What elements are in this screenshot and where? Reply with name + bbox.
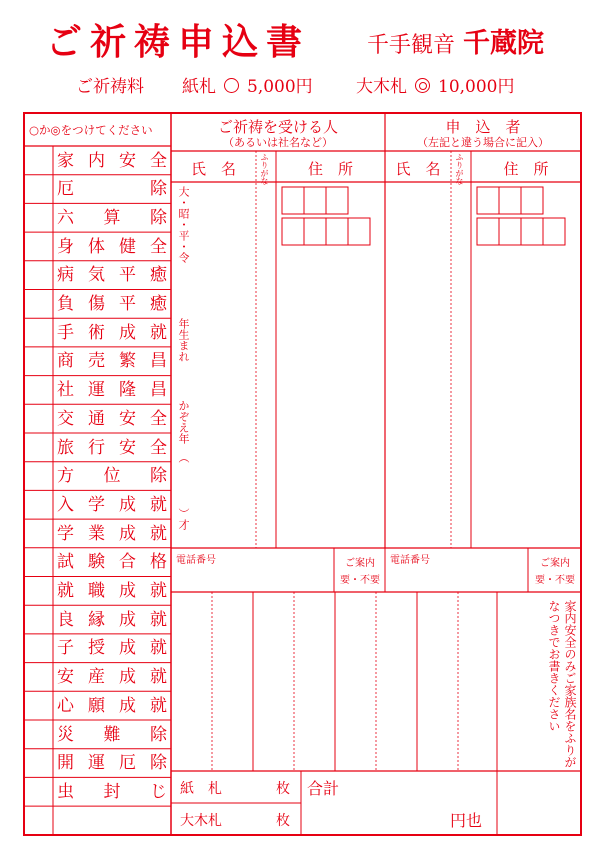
fee-wood-amount: 10,000円 (438, 77, 515, 97)
wish-item (57, 147, 167, 175)
wish-char: 学 (88, 494, 105, 515)
wish-char: 合 (119, 552, 136, 573)
wish-char: 運 (88, 380, 105, 401)
wish-char: 繁 (119, 351, 136, 372)
wish-char: 交 (57, 408, 74, 429)
wish-char: 社 (57, 380, 74, 401)
wish-char: 除 (150, 724, 167, 745)
wish-char: 全 (150, 408, 167, 429)
wish-item (57, 405, 167, 433)
wish-char: 商 (57, 351, 74, 372)
wish-char: 安 (119, 437, 136, 458)
wish-item (57, 721, 167, 749)
wish-char: 成 (119, 609, 136, 630)
paper-count-unit: 枚 (276, 781, 290, 797)
recipient-subtitle: （あるいは社名など） (223, 136, 333, 149)
wish-char: 体 (88, 236, 105, 257)
wish-char: 通 (88, 408, 105, 429)
wish-char: 六 (57, 207, 74, 228)
wish-char: 産 (88, 667, 105, 688)
wish-char: 就 (57, 581, 74, 601)
wish-char: 平 (119, 265, 136, 286)
wish-char: 職 (88, 581, 105, 601)
wish-char: 封 (103, 781, 121, 802)
fee-paper-label: 紙札 (182, 77, 216, 97)
wish-char: 願 (88, 695, 105, 716)
applicant-title: 申 込 者 (445, 118, 521, 136)
wish-char: 学 (57, 523, 74, 544)
age-close-unit: ）才 (177, 508, 190, 530)
wish-char: 除 (150, 466, 167, 487)
recipient-title: ご祈祷を受ける人 (217, 118, 338, 136)
wish-char: 成 (119, 695, 136, 716)
wish-char: 格 (150, 552, 167, 573)
wish-item (57, 606, 167, 634)
wish-item (57, 233, 167, 261)
wish-char: 昌 (150, 351, 167, 372)
wish-item (57, 261, 167, 289)
wish-char: 身 (57, 236, 74, 257)
wish-char: 成 (119, 638, 136, 659)
wish-char: 子 (57, 638, 74, 659)
temple-prefix: 千手観音 (367, 33, 456, 58)
wish-item (57, 347, 167, 375)
recipient-phone-label: 電話番号 (176, 555, 216, 566)
wish-item (57, 434, 167, 462)
wish-char: 除 (150, 207, 167, 228)
recipient-name-label: 氏 名 (190, 160, 236, 178)
wish-char: 隆 (119, 380, 136, 401)
wish-char: 成 (119, 523, 136, 544)
wish-char: 昌 (150, 380, 167, 401)
wish-char: 方 (57, 466, 74, 487)
era-label: 大・昭・平・令 (177, 186, 190, 263)
recipient-furigana-label: ふりがな (260, 153, 269, 185)
wish-item (57, 692, 167, 720)
wish-char: 健 (119, 236, 136, 257)
applicant-guide-label: ご案内 (540, 558, 570, 569)
wish-char: 運 (88, 753, 105, 774)
birth-label: 年生まれ (177, 318, 190, 362)
yen-label: 円也 (450, 811, 483, 830)
wish-char: 安 (119, 408, 136, 429)
wish-char: 行 (88, 437, 105, 458)
wish-char: 試 (57, 552, 74, 573)
wish-char: 旅 (57, 437, 74, 458)
page-title: ご祈祷申込書 (46, 21, 311, 63)
wish-char: 全 (150, 236, 167, 257)
total-label: 合計 (307, 779, 340, 798)
wish-char: じ (150, 781, 167, 802)
wish-char: 縁 (88, 609, 105, 630)
wish-char: 成 (119, 322, 136, 343)
paper-count-label: 紙 札 (180, 781, 222, 797)
wish-item (57, 577, 167, 605)
wish-char: 就 (150, 609, 167, 630)
wish-char: 算 (103, 207, 121, 228)
wish-char: 開 (57, 753, 74, 774)
wish-char: 安 (57, 667, 74, 688)
fee-wood-label: 大木札 (356, 77, 407, 97)
wish-char: 位 (103, 466, 121, 487)
wish-char: 良 (57, 609, 74, 630)
wish-char: 安 (119, 150, 136, 171)
applicant-address-label: 住 所 (503, 160, 549, 178)
wish-char: 就 (150, 667, 167, 688)
wish-char: 除 (150, 753, 167, 774)
wish-char: 験 (88, 552, 105, 573)
wish-char: 厄 (57, 179, 74, 200)
wish-item (57, 778, 167, 806)
wish-char: 癒 (150, 265, 167, 286)
wish-item (57, 520, 167, 548)
applicant-phone-label: 電話番号 (390, 555, 430, 566)
wish-item (57, 204, 167, 232)
recipient-guide-label: ご案内 (345, 558, 375, 569)
fee-label: ご祈祷料 (76, 77, 144, 97)
wish-char: 就 (150, 581, 167, 601)
family-note: 家内安全のみご家族名をふりがなつきでお書きください (547, 600, 577, 768)
wish-char: 業 (88, 523, 105, 544)
wish-char: 全 (150, 150, 167, 171)
wish-item (57, 749, 167, 777)
wish-char: 授 (88, 638, 105, 659)
recipient-address-label: 住 所 (307, 160, 353, 178)
age-open-paren: （ (177, 452, 190, 463)
wish-char: 虫 (57, 781, 74, 802)
wish-char: 負 (57, 294, 74, 314)
applicant-guide-options: 要・不要 (535, 575, 575, 586)
wish-char: 成 (119, 667, 136, 688)
wish-item (57, 548, 167, 576)
wish-item (57, 290, 167, 318)
wish-item (57, 491, 167, 519)
wish-char: 就 (150, 638, 167, 659)
wish-char: 癒 (150, 294, 167, 314)
applicant-subtitle: （左記と違う場合に記入） (417, 136, 549, 149)
wish-char: 成 (119, 494, 136, 515)
applicant-name-label: 氏 名 (395, 160, 441, 178)
wish-instruction: ○か◎をつけてください (29, 123, 153, 137)
wish-item (57, 462, 167, 490)
wish-char: 難 (103, 724, 121, 745)
wish-char: 入 (57, 494, 74, 515)
applicant-furigana-label: ふりがな (455, 153, 464, 185)
wish-item (57, 663, 167, 691)
wish-char: 就 (150, 523, 167, 544)
wish-char: 災 (57, 724, 74, 745)
wish-char: 家 (57, 150, 74, 171)
wish-char: 病 (57, 265, 74, 286)
fee-paper-amount: 5,000円 (247, 77, 313, 97)
wood-count-label: 大木札 (180, 813, 222, 829)
temple-main-name: 千蔵院 (463, 28, 545, 59)
wish-item (57, 175, 167, 203)
wish-char: 成 (119, 581, 136, 601)
wish-char: 就 (150, 494, 167, 515)
wish-char: 傷 (88, 294, 105, 314)
wood-count-unit: 枚 (276, 813, 290, 829)
wish-char: 厄 (119, 753, 136, 774)
wish-item (57, 319, 167, 347)
wish-char: 就 (150, 695, 167, 716)
wish-char: 術 (88, 322, 105, 343)
wish-char: 就 (150, 322, 167, 343)
wish-char: 売 (88, 351, 105, 372)
wish-char: 心 (57, 695, 74, 716)
wish-item (57, 634, 167, 662)
wish-char: 平 (119, 294, 136, 314)
age-label: かぞえ年 (177, 400, 190, 444)
wish-char: 手 (57, 322, 74, 343)
recipient-guide-options: 要・不要 (340, 575, 380, 586)
wish-item (57, 376, 167, 404)
wish-char: 内 (88, 150, 105, 171)
wish-char: 除 (150, 179, 167, 200)
wish-char: 気 (88, 265, 105, 286)
wish-char: 全 (150, 437, 167, 458)
